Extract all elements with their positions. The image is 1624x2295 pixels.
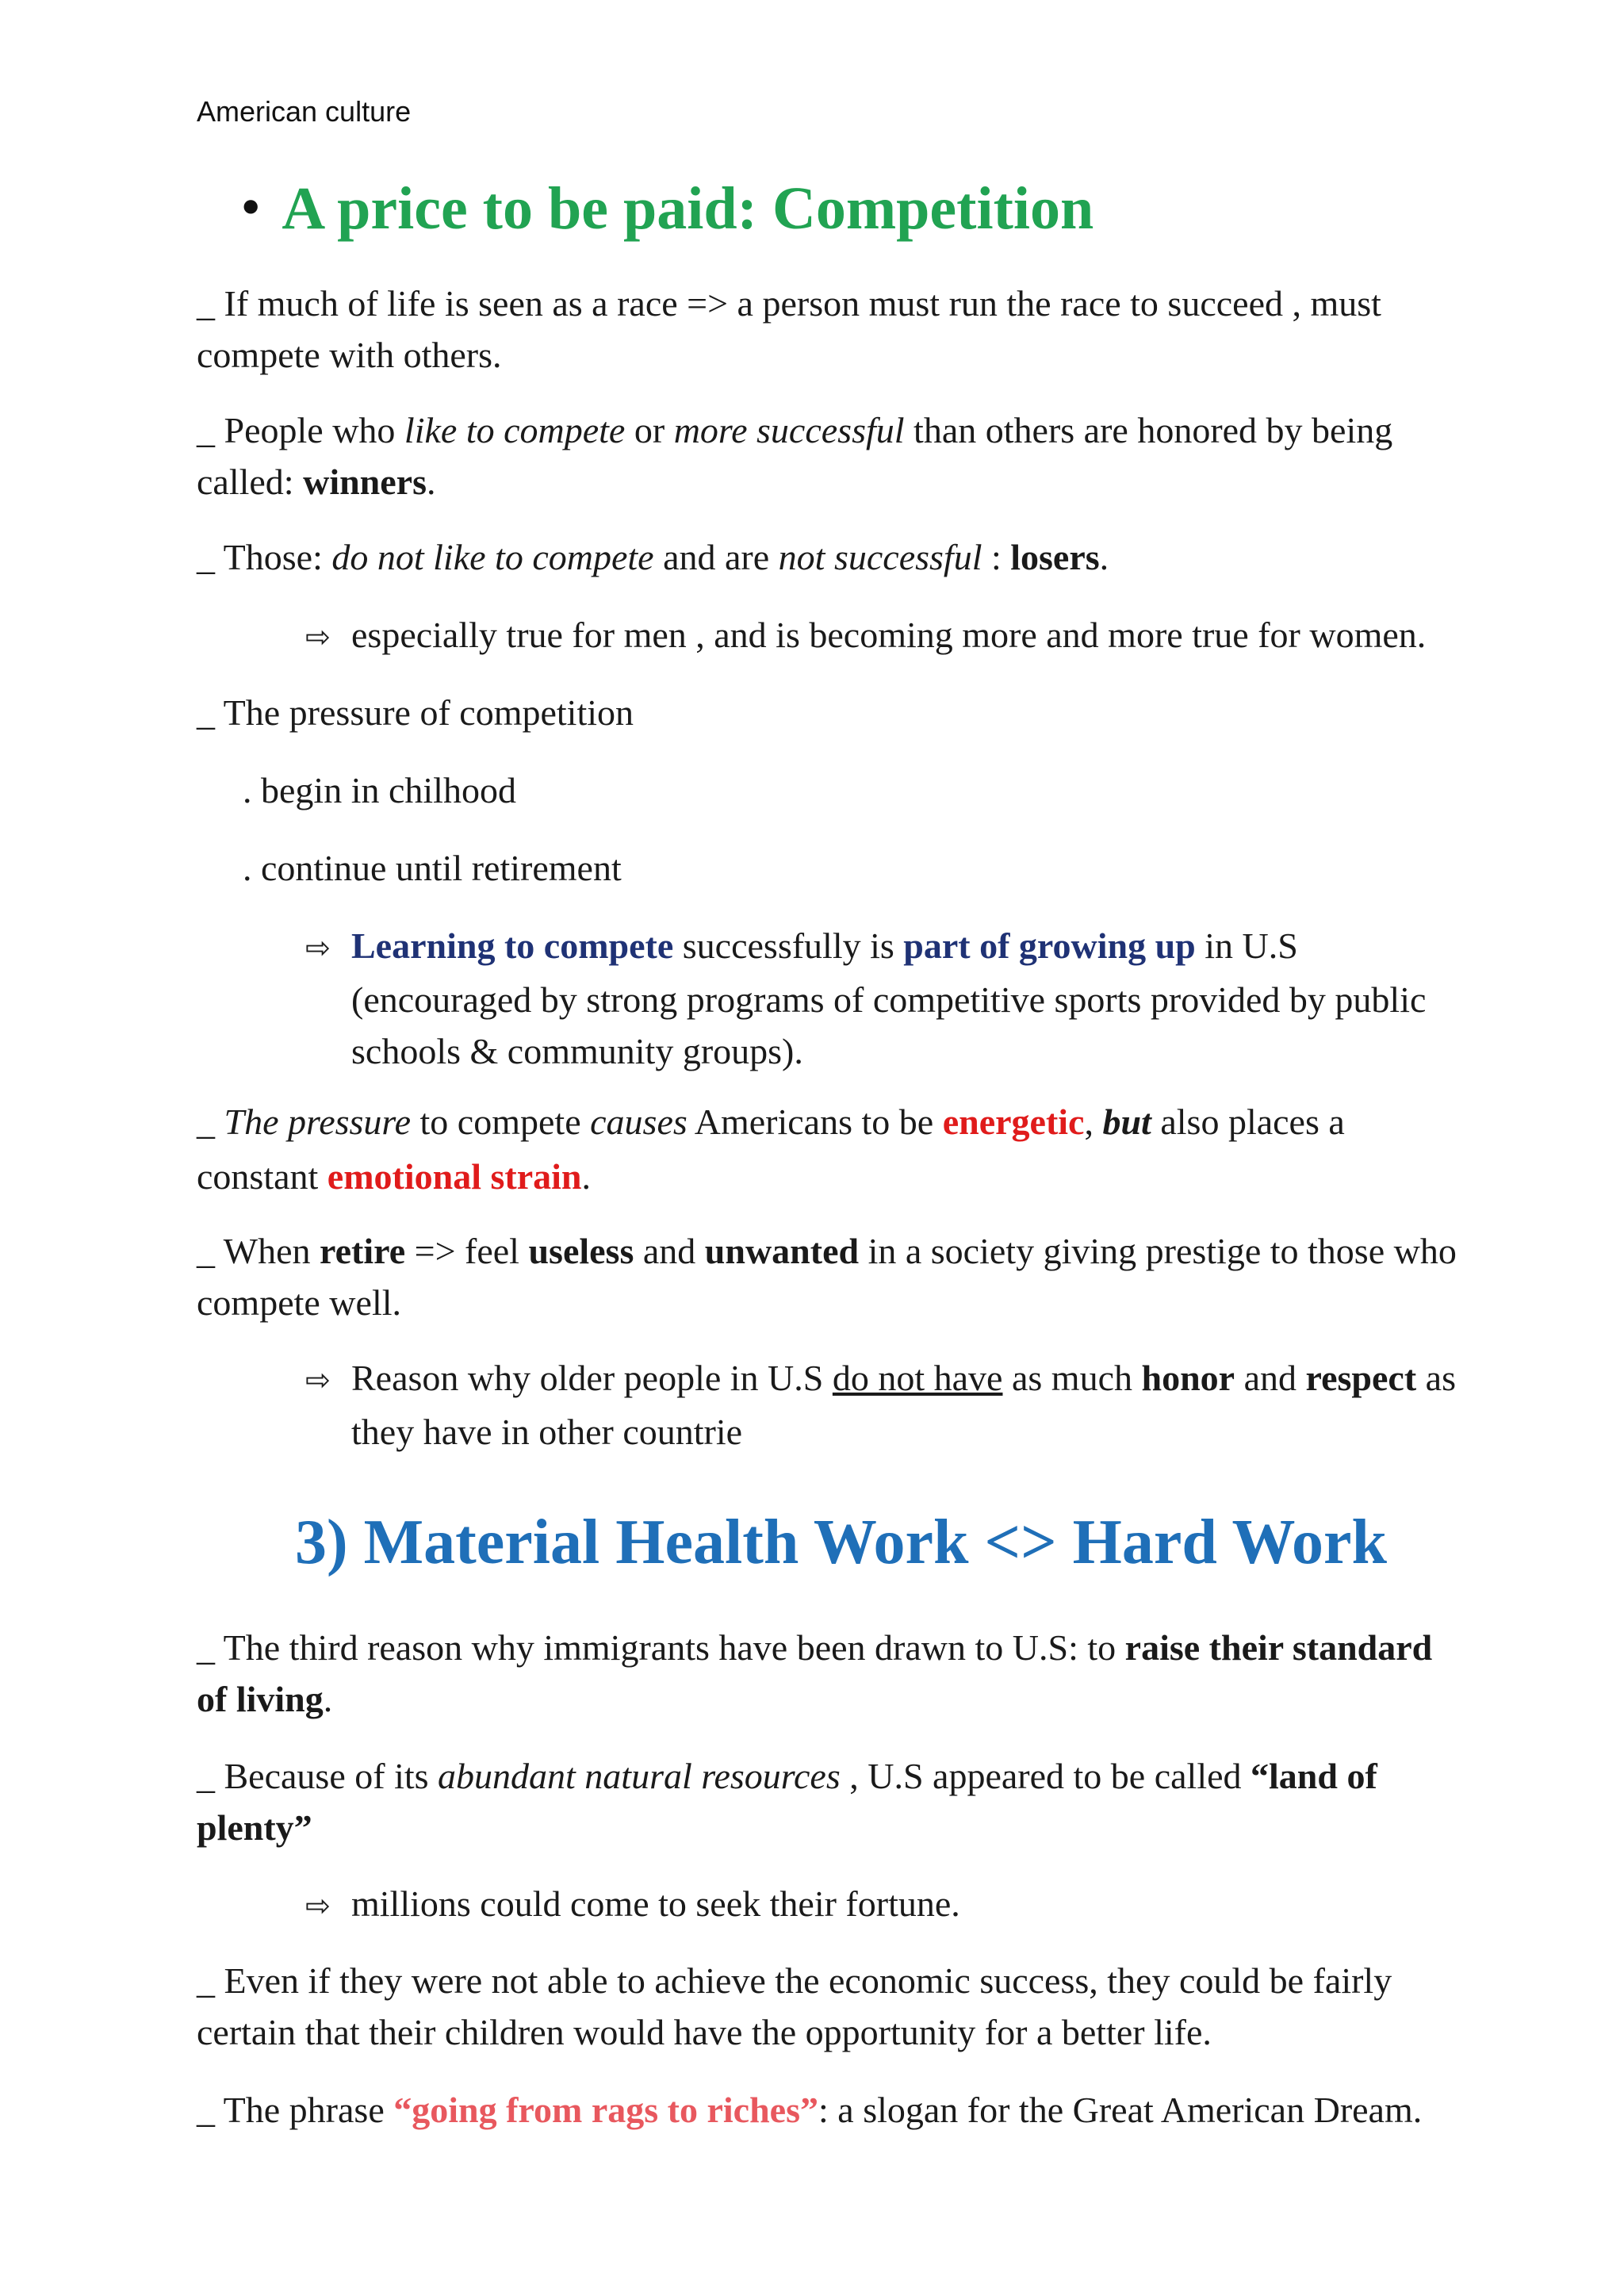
text-run: , U.S appeared to be called [840, 1756, 1251, 1796]
text-run: _ Because of its [197, 1756, 439, 1796]
highlight-emotional-strain: emotional strain [327, 1156, 582, 1197]
text-run: than others are honored by being [904, 410, 1393, 450]
text-run: more successful [673, 410, 905, 450]
text-run: to compete [411, 1102, 591, 1142]
paragraph-line [197, 456, 1529, 508]
arrow-point-older-people [305, 1352, 1624, 1458]
paragraph-race [197, 278, 1529, 381]
text-run: plenty” [197, 1807, 312, 1848]
paragraph-line: _ If much of life is seen as a race => a person must run the race to succeed , must [197, 283, 1381, 324]
text-run: . [1099, 537, 1109, 577]
text-run: useless [528, 1231, 634, 1271]
term-winners: winners [303, 462, 427, 502]
page-header: American culture [197, 95, 412, 128]
text-run: not successful [778, 537, 982, 577]
paragraph-line [305, 920, 1624, 974]
highlight-growing-up: part of growing up [903, 925, 1196, 966]
text-run: : [982, 537, 1011, 577]
text-run: _ [197, 1102, 224, 1142]
highlight-energetic: energetic [942, 1102, 1085, 1142]
arrow-right-icon: ⇨ [305, 1362, 331, 1397]
paragraph-pressure: _ The pressure of competition [197, 692, 634, 733]
term-losers: losers [1010, 537, 1100, 577]
text-run: and are [653, 537, 779, 577]
text-run: : a slogan for the Great American Dream. [818, 2090, 1423, 2130]
paragraph-land-of-plenty [197, 1750, 1529, 1853]
paragraph-line [197, 404, 1529, 456]
paragraph-line: schools & community groups). [351, 1031, 803, 1071]
text-run: _ People who [197, 410, 404, 450]
text-run: raise their standard [1124, 1627, 1433, 1668]
text-run: => feel [405, 1231, 529, 1271]
text-run: and [1235, 1358, 1306, 1398]
text-run: Americans to be [687, 1102, 943, 1142]
paragraph-rags-to-riches [197, 2084, 1529, 2136]
text-run: “land of [1251, 1756, 1377, 1796]
text-run: retire [320, 1231, 406, 1271]
paragraph-line [197, 1750, 1529, 1802]
text-run: respect [1305, 1358, 1417, 1398]
paragraph-retire [197, 1225, 1529, 1328]
text-run: , [1084, 1102, 1103, 1142]
text-run: in a society giving prestige to those who [859, 1231, 1457, 1271]
text-run: _ The phrase [197, 2090, 394, 2130]
text-run: Reason why older people in U.S [351, 1358, 833, 1398]
text-run: and [634, 1231, 705, 1271]
highlight-rags-to-riches: “going from rags to riches” [393, 2090, 818, 2130]
text-run: honor [1141, 1358, 1235, 1398]
text-run: called: [197, 462, 304, 502]
paragraph-line [305, 1352, 1624, 1406]
bullet-icon: • [242, 178, 260, 235]
text-run: of living [197, 1679, 324, 1719]
paragraph-line [197, 1096, 1529, 1148]
text-run: millions could come to seek their fortune. [351, 1883, 960, 1924]
arrow-point-men-women [305, 609, 1624, 663]
text-run: in U.S [1195, 925, 1298, 966]
paragraph-winners [197, 404, 1529, 508]
paragraph-line: they have in other countrie [351, 1412, 743, 1452]
paragraph-line: certain that their children would have the opportunity for a better life. [197, 2012, 1212, 2052]
paragraph-line: compete with others. [197, 335, 502, 375]
arrow-point-fortune [305, 1878, 1624, 1932]
text-run: do not like to compete [331, 537, 654, 577]
text-run: especially true for men , and is becoming more and more true for women. [351, 615, 1427, 655]
paragraph-line: (encouraged by strong programs of competitive sports provided by public [351, 979, 1427, 1020]
paragraph-line [197, 1151, 1529, 1202]
text-run: unwanted [704, 1231, 860, 1271]
text-run: successfully is [673, 925, 904, 966]
sub-item-childhood: . begin in chilhood [243, 770, 516, 810]
paragraph-third-reason [197, 1622, 1529, 1725]
text-run: causes [590, 1102, 688, 1142]
sub-item-retirement: . continue until retirement [243, 848, 622, 888]
text-run: as [1416, 1358, 1456, 1398]
text-run: . [581, 1156, 591, 1197]
paragraph-line [197, 1673, 1529, 1725]
text-run: do not have [832, 1358, 1003, 1398]
section-heading-text: A price to be paid: Competition [282, 175, 1094, 242]
text-run: abundant natural resources [438, 1756, 841, 1796]
arrow-right-icon: ⇨ [305, 1888, 331, 1923]
paragraph-line: compete well. [197, 1282, 402, 1323]
text-run: like to compete [404, 410, 626, 450]
paragraph-losers [197, 531, 1529, 583]
text-run: . [427, 462, 436, 502]
paragraph-line [197, 1802, 1529, 1853]
text-run: but [1102, 1102, 1151, 1142]
text-run: or [625, 410, 674, 450]
text-run: . [323, 1679, 333, 1719]
paragraph-better-life [197, 1955, 1529, 2058]
text-run: _ The third reason why immigrants have been drawn to U.S: to [197, 1627, 1125, 1668]
paragraph-line: _ Even if they were not able to achieve the economic success, they could be fairly [197, 1960, 1392, 2001]
section-heading-material-wealth: 3) Material Health Work <> Hard Work [295, 1508, 1388, 1577]
text-run: _ Those: [197, 537, 332, 577]
text-run: The pressure [224, 1102, 412, 1142]
arrow-right-icon: ⇨ [305, 930, 331, 965]
arrow-point-learning [305, 920, 1624, 1077]
arrow-right-icon: ⇨ [305, 619, 331, 654]
paragraph-line [197, 1225, 1529, 1277]
text-run: also places a [1151, 1102, 1345, 1142]
paragraph-line [197, 1622, 1529, 1673]
section-heading-competition [242, 174, 1094, 243]
highlight-learning: Learning to compete [351, 925, 674, 966]
text-run: _ When [197, 1231, 320, 1271]
text-run: as much [1002, 1358, 1142, 1398]
paragraph-energetic [197, 1096, 1529, 1202]
text-run: constant [197, 1156, 327, 1197]
